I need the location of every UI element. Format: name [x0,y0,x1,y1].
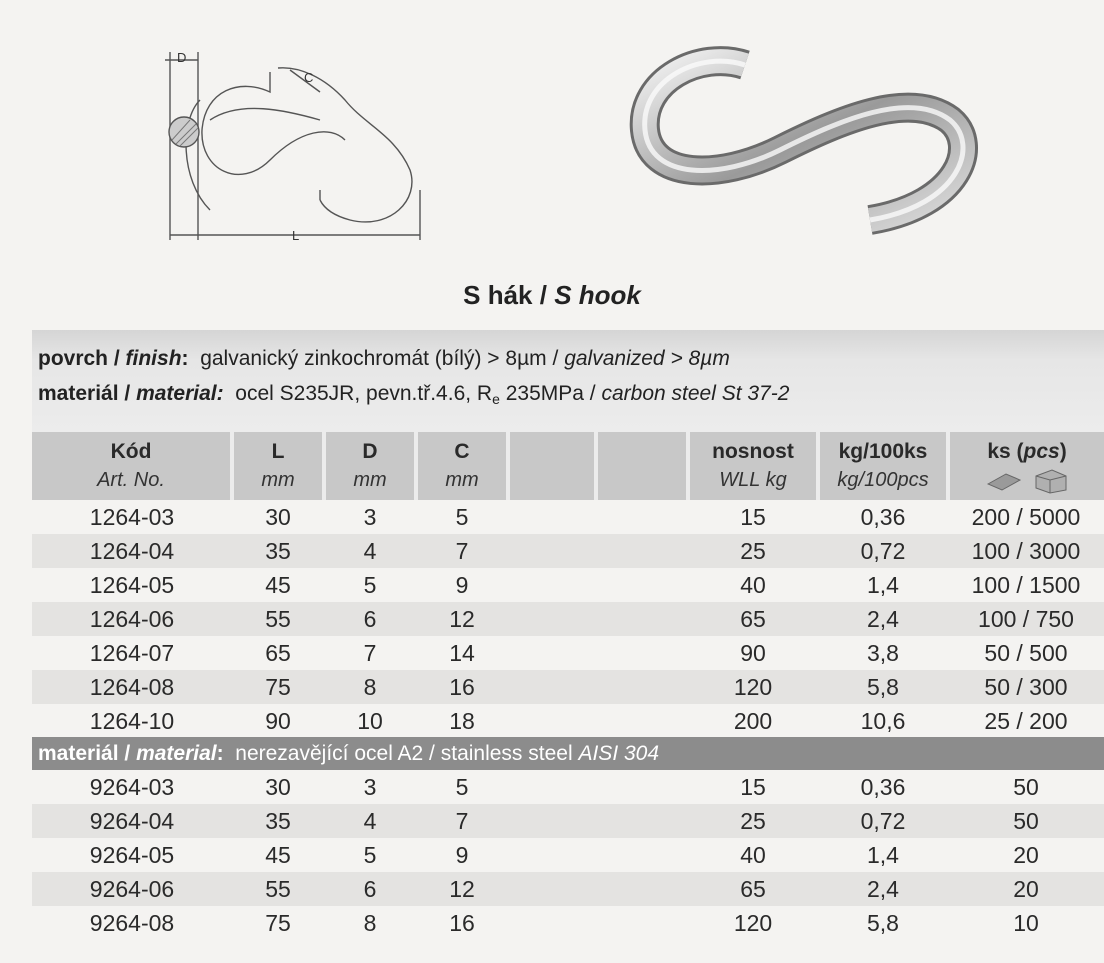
table-row [32,670,1104,704]
specification-panel [32,330,1104,432]
cell-empty [596,670,688,704]
cell-empty [596,568,688,602]
table-row [32,704,1104,738]
header-pcs: ks (pcs) [948,432,1104,500]
table-row [32,602,1104,636]
cell-wll: 200 [733,708,773,734]
material-subscript: e [492,391,500,407]
cell-empty [596,804,688,838]
finish-label-en: finish [125,347,182,370]
header-code: Kód Art. No. [32,432,232,500]
table-row [32,838,1104,872]
cell-pcs: 50 [948,804,1104,838]
cell-l: 45 [265,842,291,868]
header-empty-1 [508,432,596,500]
cell-c: 9 [455,572,469,598]
cell-c: 12 [416,602,508,636]
cell-c: 14 [449,640,475,666]
cell-weight: 2,4 [818,872,948,906]
title-en: S hook [554,280,641,310]
section-value-cz: nerezavějící ocel A2 / stainless steel [235,742,579,765]
cell-pcs: 100 / 3000 [948,534,1104,568]
cell-code: 1264-06 [32,602,232,636]
cell-code: 9264-03 [89,774,175,800]
cell-code: 1264-03 [89,504,175,530]
dimension-d-label: D [177,50,187,65]
cell-empty [596,704,688,738]
cell-empty [508,770,596,804]
table-row [32,804,1104,838]
cell-empty [508,602,596,636]
cell-d: 7 [363,640,377,666]
cell-l: 65 [265,640,291,666]
galvanized-table [32,432,1104,738]
page-title [0,280,1104,311]
header-d: D mm [324,432,416,500]
cell-d: 5 [363,572,377,598]
cell-d: 3 [363,504,377,530]
cell-weight: 0,72 [818,804,948,838]
cell-wll: 25 [688,804,818,838]
finish-value-en: galvanized > 8µm [564,347,730,370]
cell-c: 9 [455,842,469,868]
cell-d: 6 [324,872,416,906]
cell-empty [508,534,596,568]
cell-l: 30 [265,504,291,530]
table-header [32,432,1104,500]
section-value-en: AISI 304 [578,742,660,765]
s-hook-photo [620,40,990,240]
cell-weight: 0,36 [860,504,906,530]
title-cz: S hák [463,280,533,310]
cell-empty [596,534,688,568]
material-value-cz2: 235MPa [499,382,584,405]
header-c: C mm [416,432,508,500]
cell-empty [596,872,688,906]
header-weight: kg/100ks kg/100pcs [818,432,948,500]
section-label-en: material [136,742,217,765]
cell-d: 8 [324,670,416,704]
section-label-cz: materiál [38,742,119,765]
cell-l: 90 [265,708,291,734]
table-row [32,636,1104,670]
table-row [32,534,1104,568]
box-icon [1030,466,1070,494]
cell-l: 75 [232,670,324,704]
material-value-en: carbon steel St 37-2 [601,382,790,405]
cell-pcs: 50 / 300 [948,670,1104,704]
cell-d: 8 [363,910,377,936]
cell-wll: 65 [688,602,818,636]
cell-l: 45 [265,572,291,598]
cell-wll: 25 [688,534,818,568]
cell-weight: 5,8 [818,670,948,704]
cell-code: 1264-08 [32,670,232,704]
s-hook-technical-drawing [150,40,440,250]
cell-code: 9264-06 [32,872,232,906]
cell-empty [508,636,596,670]
cell-wll: 90 [740,640,766,666]
cell-empty [596,602,688,636]
finish-value-cz: galvanický zinkochromát (bílý) > 8µm [200,347,547,370]
cell-pcs: 100 / 1500 [971,572,1081,598]
cell-empty [596,500,688,534]
cell-weight: 1,4 [867,842,899,868]
cell-empty [508,704,596,738]
cell-c: 12 [416,872,508,906]
cell-d: 4 [324,804,416,838]
material-label-en: material: [136,382,224,405]
bag-icon [984,468,1024,492]
cell-code: 1264-07 [89,640,175,666]
cell-d: 10 [357,708,383,734]
finish-label-cz: povrch [38,347,109,370]
cell-l: 75 [265,910,291,936]
material-spec: materiál / material: ocel S235JR, pevn.tř.4.6, $R_e$ 235MPa / carbon steel St 37-2 [38,382,790,407]
cell-l: 35 [232,534,324,568]
title-separator: / [532,280,555,310]
cell-d: 6 [324,602,416,636]
cell-pcs: 50 [1013,774,1039,800]
table-row [32,568,1104,602]
cell-code: 9264-08 [89,910,175,936]
cell-l: 35 [232,804,324,838]
cell-empty [596,636,688,670]
cell-pcs: 20 [948,872,1104,906]
cell-wll: 40 [740,572,766,598]
cell-empty [508,906,596,940]
cell-wll: 15 [740,504,766,530]
cell-wll: 40 [740,842,766,868]
cell-wll: 65 [688,872,818,906]
cell-c: 18 [449,708,475,734]
table-row [32,906,1104,940]
cell-weight: 0,36 [860,774,906,800]
cell-weight: 10,6 [860,708,906,734]
cell-c: 16 [416,670,508,704]
cell-empty [596,770,688,804]
cell-weight: 1,4 [867,572,899,598]
cell-empty [508,568,596,602]
cell-code: 1264-04 [32,534,232,568]
material-label-cz: materiál [38,382,119,405]
cell-pcs: 50 / 500 [984,640,1068,666]
header-empty-2 [596,432,688,500]
table-row [32,500,1104,534]
cell-l: 55 [232,602,324,636]
cell-weight: 3,8 [867,640,899,666]
cell-code: 1264-05 [89,572,175,598]
header-wll: nosnost WLL kg [688,432,818,500]
cell-d: 5 [363,842,377,868]
cell-wll: 120 [688,670,818,704]
finish-spec: povrch / finish: galvanický zinkochromát (bílý) > 8µm / galvanized > 8µm [38,347,730,370]
cell-l: 55 [232,872,324,906]
cell-pcs: 10 [1013,910,1039,936]
cell-d: 3 [363,774,377,800]
cell-pcs: 200 / 5000 [971,504,1081,530]
cell-code: 9264-05 [89,842,175,868]
cell-empty [508,670,596,704]
cell-d: 4 [324,534,416,568]
cell-code: 9264-04 [32,804,232,838]
cell-c: 7 [416,804,508,838]
cell-wll: 120 [733,910,773,936]
cell-c: 5 [455,774,469,800]
cell-c: 16 [449,910,475,936]
cell-pcs: 25 / 200 [984,708,1068,734]
table-row [32,770,1104,804]
table-row [32,872,1104,906]
cell-empty [508,838,596,872]
cell-weight: 0,72 [818,534,948,568]
cell-empty [508,872,596,906]
cell-pcs: 100 / 750 [948,602,1104,636]
cell-weight: 5,8 [867,910,899,936]
cell-empty [508,804,596,838]
dimension-c-label: C [304,70,314,85]
cell-empty [596,838,688,872]
stainless-section-header: materiál / material: nerezavějící ocel A2 / stainless steel AISI 304 [32,737,1104,770]
cell-code: 1264-10 [89,708,175,734]
cell-pcs: 20 [1013,842,1039,868]
cell-c: 5 [455,504,469,530]
material-value-cz: ocel S235JR, pevn.tř.4.6, R [235,382,493,405]
cell-wll: 15 [740,774,766,800]
cell-empty [596,906,688,940]
dimension-l-label: L [292,228,300,243]
header-l: L mm [232,432,324,500]
cell-c: 7 [416,534,508,568]
cell-empty [508,500,596,534]
cell-weight: 2,4 [818,602,948,636]
stainless-table [32,770,1104,940]
cell-l: 30 [265,774,291,800]
